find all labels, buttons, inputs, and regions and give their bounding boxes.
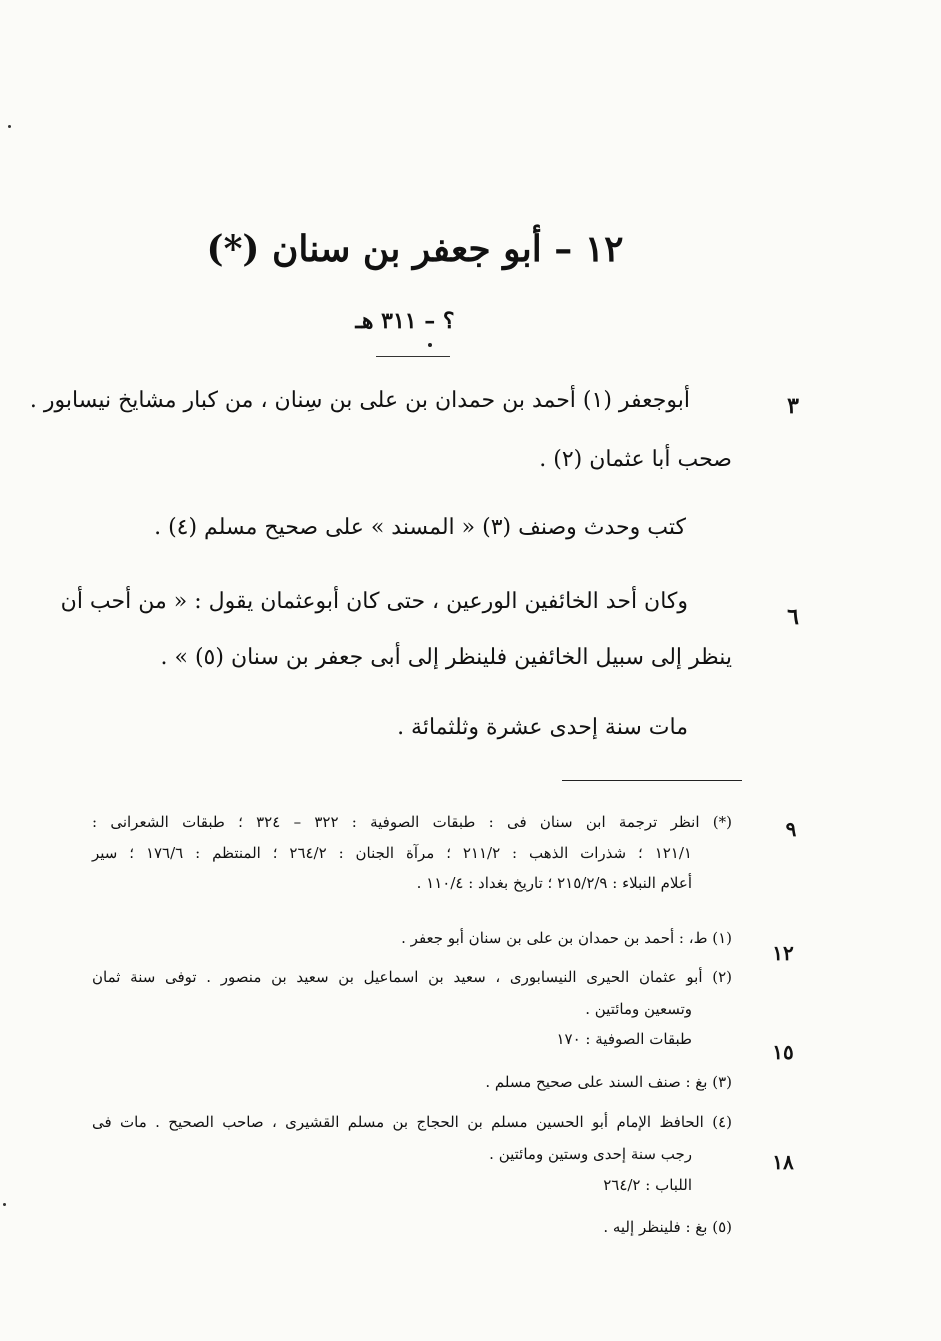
paragraph-4: مات سنة إحدى عشرة وثلثمائة . [397,715,688,740]
footnote-rule [562,780,742,781]
footnote-4-line-2: رجب سنة إحدى وستين ومائتين . [489,1145,692,1163]
footnote-star-line-1: (*) انظر ترجمة ابن سنان فى : طبقات الصوفية : ٣٢٢ – ٣٢٤ ؛ طبقات الشعرانى : [92,813,732,831]
footnote-2-line-2: وتسعين ومائتين . [585,1000,692,1018]
footnote-4-line-3: اللباب : ٢٦٤/٢ [603,1176,692,1194]
scan-speck [8,125,11,128]
title-dot [428,343,432,347]
paragraph-3-line-2: ينظر إلى سبيل الخائفين فلينظر إلى أبى جعفر بن سنان (٥) » . [160,645,732,670]
margin-number-9: ٩ [785,817,797,841]
footnote-star-line-3: أعلام النبلاء : ٢١٥/٢/٩ ؛ تاريخ بغداد : ١١٠/٤ . [416,874,692,892]
footnote-2-line-3: طبقات الصوفية : ١٧٠ [556,1030,692,1048]
paragraph-3-line-1: وكان أحد الخائفين الورعين ، حتى كان أبوعثمان يقول : « من أحب أن [60,589,688,614]
footnote-1: (١) ط، : أحمد بن حمدان بن على بن سنان أبو جعفر . [401,929,732,947]
margin-number-18: ١٨ [772,1150,794,1174]
margin-number-15: ١٥ [772,1040,794,1064]
margin-number-6: ٦ [787,604,799,630]
entry-title: ١٢ – أبو جعفر بن سنان (*) [206,228,624,270]
footnote-5: (٥) بغ : فلينظر إليه . [603,1218,732,1236]
entry-dates: ؟ – ٣١١ هـ [355,308,455,334]
paragraph-1-line-1: أبوجعفر (١) أحمد بن حمدان بن على بن سِنان ، من كبار مشايخ نيسابور . [29,388,690,413]
title-rule [376,356,450,357]
margin-number-12: ١٢ [772,941,794,965]
footnote-2-line-1: (٢) أبو عثمان الحيرى النيسابورى ، سعيد بن اسماعيل بن سعيد بن منصور . توفى سنة ثمان [92,968,732,986]
paragraph-1-line-2: صحب أبا عثمان (٢) . [539,447,732,472]
footnote-3: (٣) بغ : صنف السند على صحيح مسلم . [485,1073,732,1091]
footnote-star-line-2: ١٢١/١ ؛ شذرات الذهب : ٢١١/٢ ؛ مرآة الجنان : ٢٦٤/٢ ؛ المنتظم : ١٧٦/٦ ؛ سير [92,844,692,862]
margin-number-3: ٣ [787,393,799,419]
paragraph-2: كتب وحدث وصنف (٣) « المسند » على صحيح مسلم (٤) . [154,515,686,540]
footnote-4-line-1: (٤) الحافظ الإمام أبو الحسين مسلم بن الحجاج بن مسلم القشيرى ، صاحب الصحيح . مات فى [92,1113,732,1131]
scan-speck [3,1203,6,1206]
